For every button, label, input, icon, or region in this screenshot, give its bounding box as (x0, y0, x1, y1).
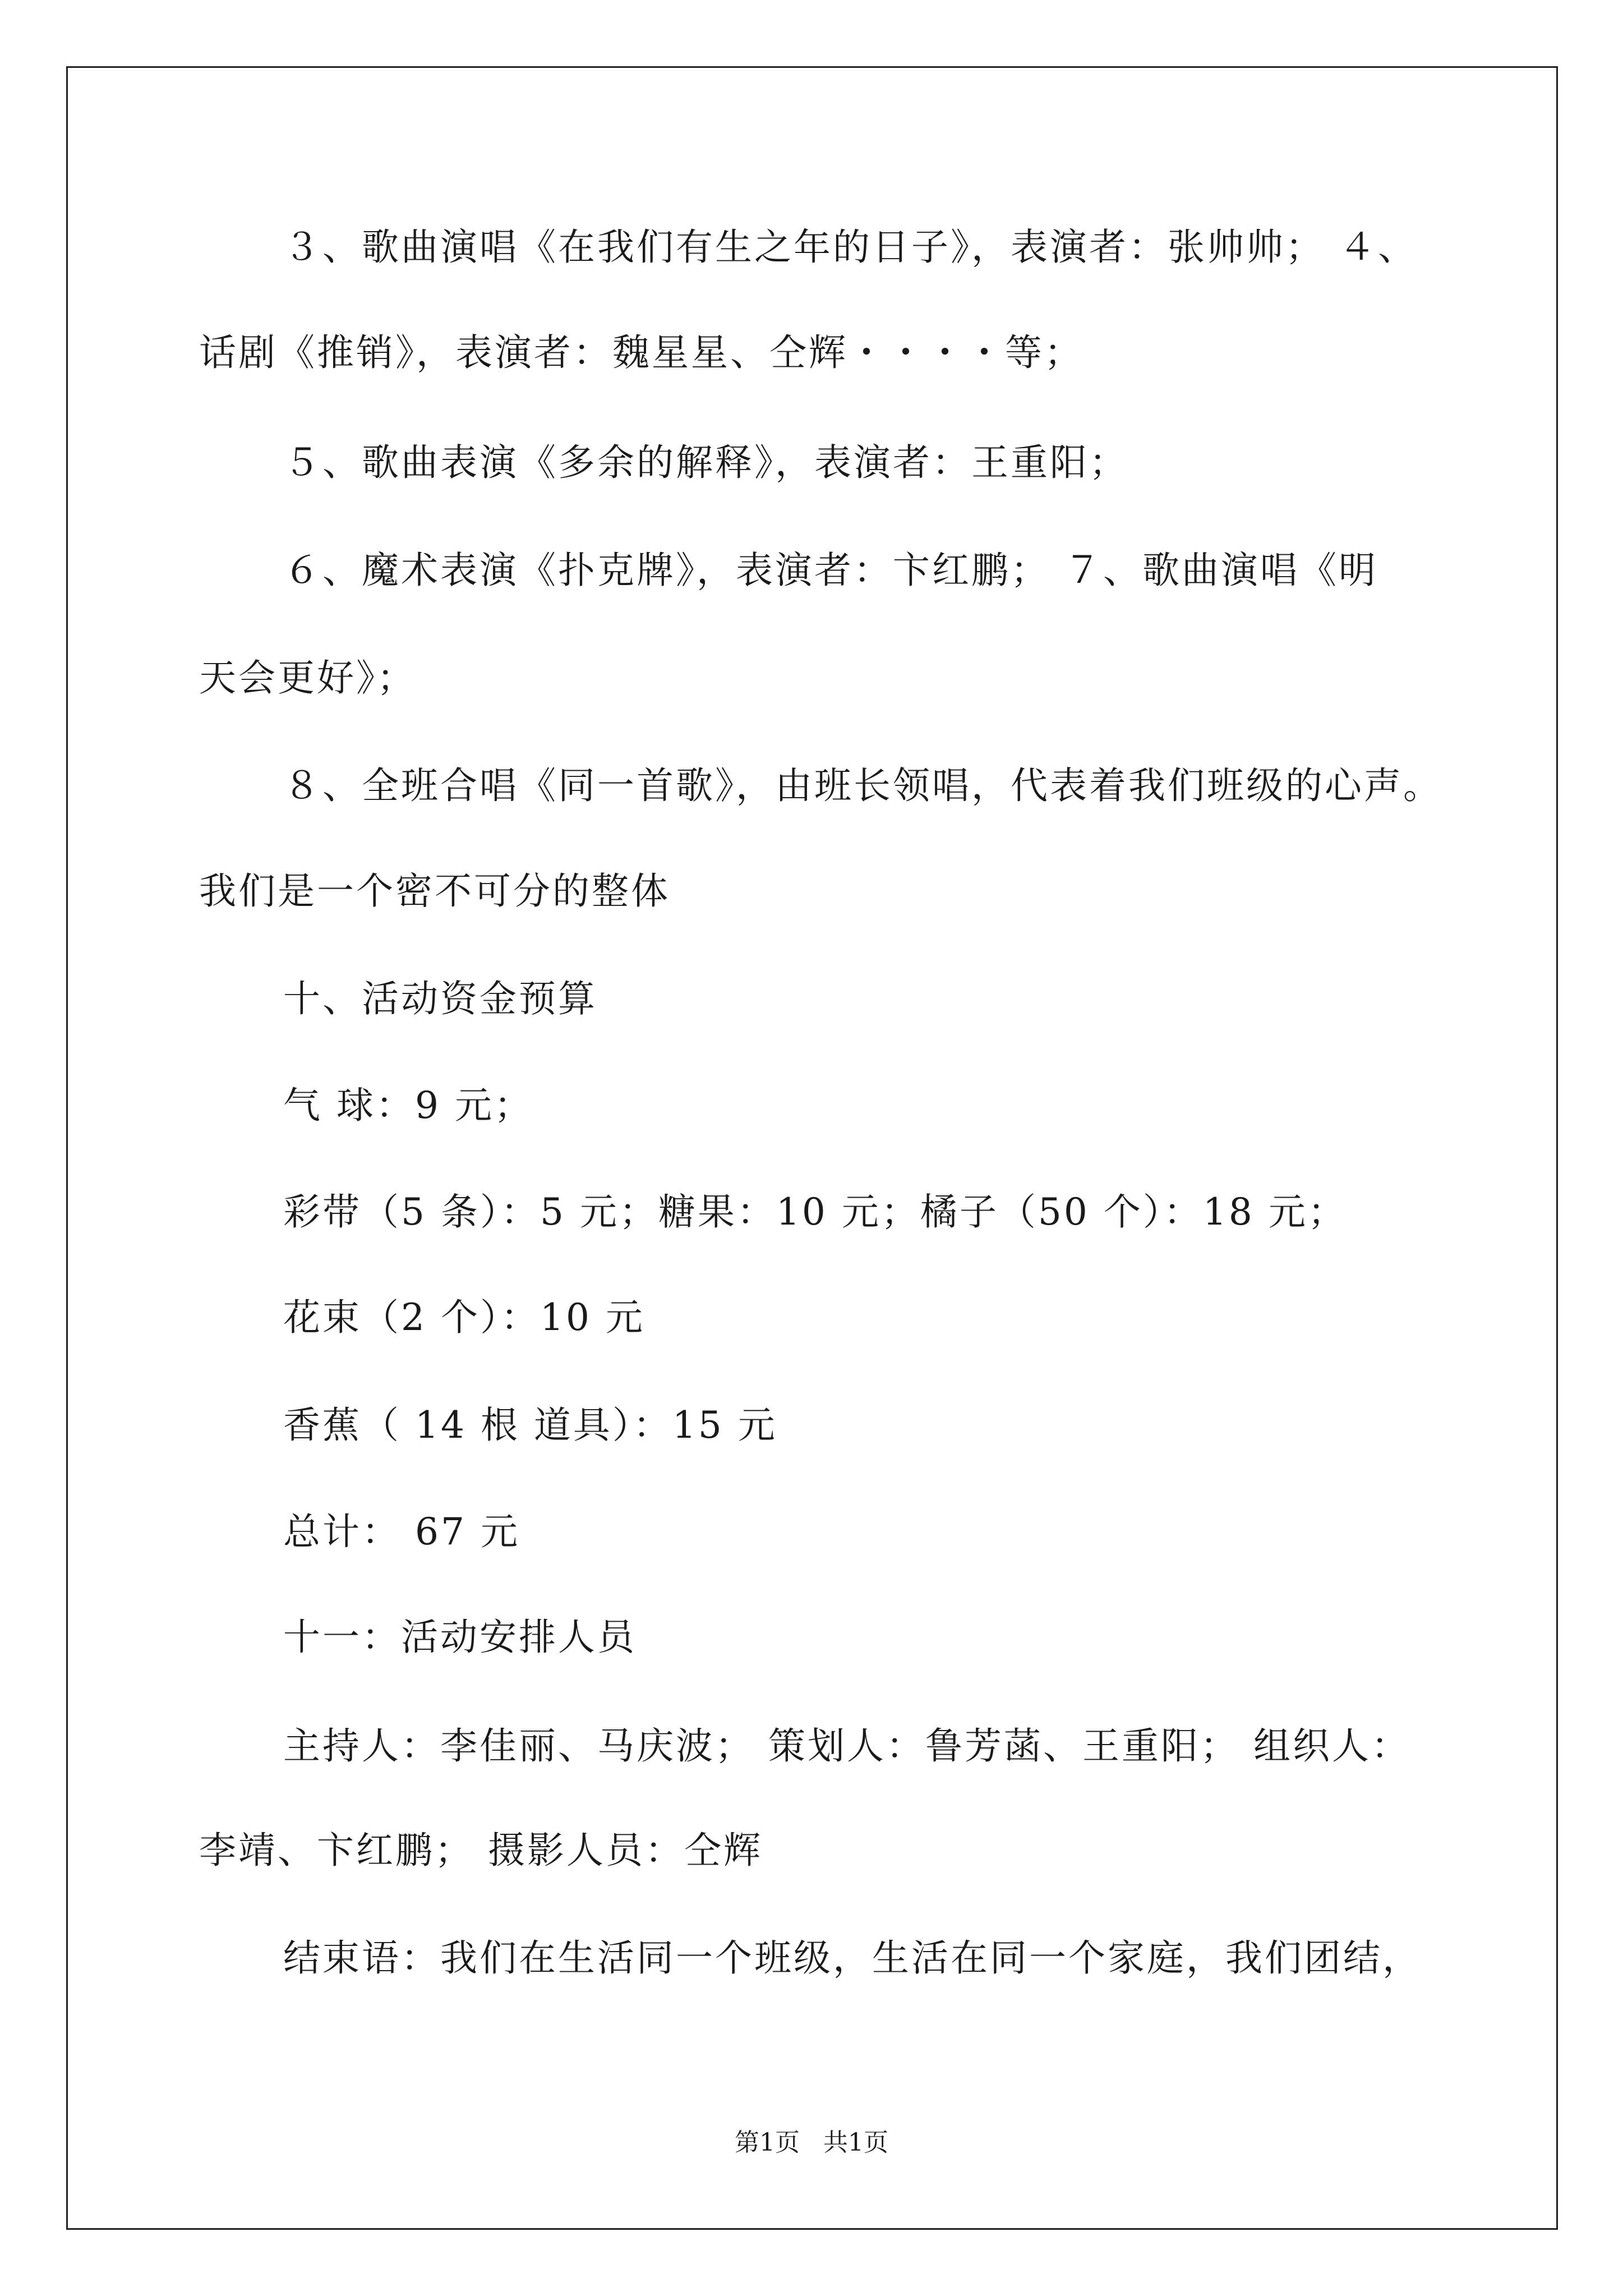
text-line: 我们是一个密不可分的整体 (199, 869, 670, 913)
text-line: 李靖、卞红鹏； 摄影人员：仝辉 (199, 1829, 763, 1872)
text-line: ８、全班合唱《同一首歌》，由班长领唱，代表着我们班级的心声。 (283, 764, 1442, 807)
text-line: ３、歌曲演唱《在我们有生之年的日子》，表演者：张帅帅； ４、 (283, 226, 1417, 269)
text-line: 话剧《推销》，表演者：魏星星、仝辉・・・・等； (199, 331, 1083, 374)
budget-item: 花束（2 个）：10 元 (283, 1296, 645, 1339)
budget-item: 彩带（5 条）：5 元；糖果：10 元；橘子（50 个）：18 元； (283, 1190, 1347, 1234)
budget-item: 气 球：9 元； (283, 1084, 533, 1127)
text-line: ５、歌曲表演《多余的解释》，表演者：王重阳； (283, 441, 1128, 484)
section-heading: 十一：活动安排人员 (283, 1616, 637, 1659)
page-frame (66, 66, 1558, 2230)
budget-item: 香蕉（ 14 根 道具）：15 元 (283, 1404, 777, 1447)
text-line: ６、魔术表演《扑克牌》，表演者：卞红鹏； ７、歌曲演唱《明 (283, 549, 1378, 592)
text-line: 主持人：李佳丽、马庆波； 策划人：鲁芳菡、王重阳； 组织人： (283, 1724, 1410, 1768)
budget-total: 总计： 67 元 (283, 1510, 520, 1553)
text-line: 结束语：我们在生活同一个班级，生活在同一个家庭，我们团结， (283, 1936, 1422, 1980)
text-line: 天会更好》； (199, 656, 416, 700)
page-footer: 第1页 共1页 (735, 2128, 888, 2157)
section-heading: 十、活动资金预算 (283, 977, 597, 1020)
